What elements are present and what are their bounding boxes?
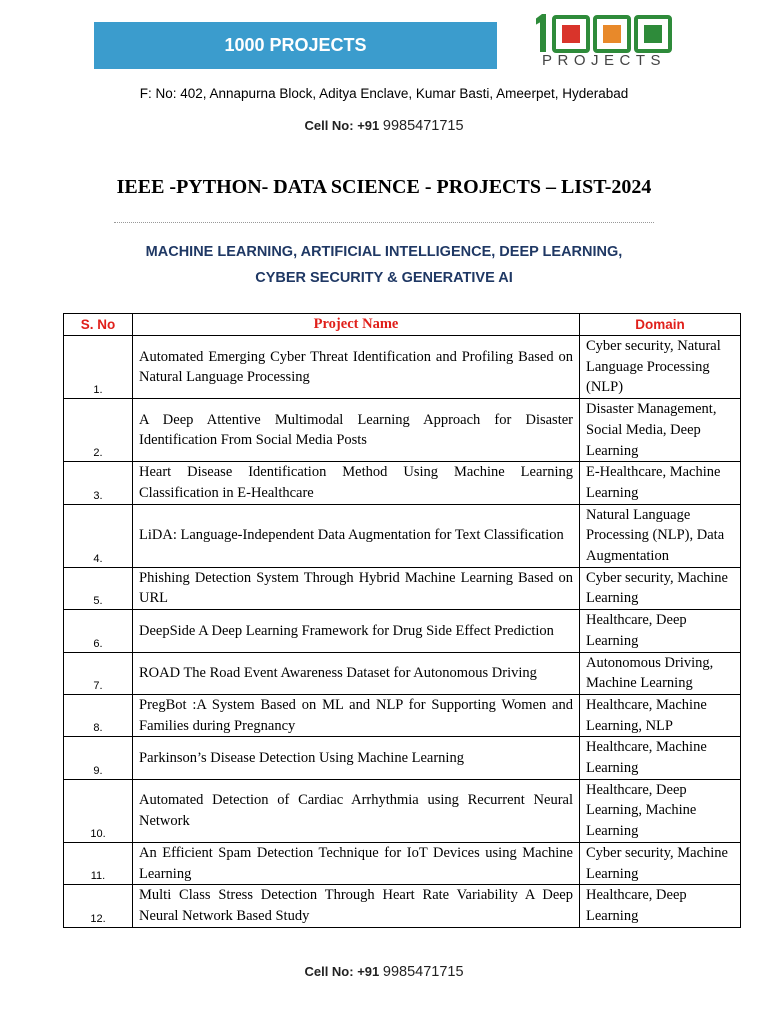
cell-label: Cell No: +91 — [304, 964, 380, 979]
row-project-name: Automated Emerging Cyber Threat Identification and Profiling Based on Natural Language Processing — [133, 336, 580, 399]
row-project-name: LiDA: Language-Independent Data Augmentation for Text Classification — [133, 504, 580, 567]
row-sno: 4. — [64, 504, 133, 567]
logo-mark-icon — [536, 14, 678, 52]
cell-number-top — [0, 118, 768, 134]
row-domain: E-Healthcare, Machine Learning — [580, 462, 741, 504]
table-row — [64, 610, 741, 652]
header-sno: S. No — [64, 314, 133, 336]
row-project-name: Phishing Detection System Through Hybrid Machine Learning Based on URL — [133, 567, 580, 609]
row-sno: 6. — [64, 610, 133, 652]
banner-text: 1000 PROJECTS — [224, 35, 367, 55]
table-row — [64, 694, 741, 736]
table-row — [64, 885, 741, 927]
row-domain: Cyber security, Natural Language Processing (NLP) — [580, 336, 741, 399]
subtitle-line-1: MACHINE LEARNING, ARTIFICIAL INTELLIGENCE, DEEP LEARNING, — [145, 244, 623, 260]
row-sno: 12. — [64, 885, 133, 927]
row-sno: 10. — [64, 779, 133, 842]
brand-logo — [536, 14, 678, 68]
projects-table — [63, 313, 741, 928]
cell-number-bottom — [0, 964, 768, 980]
header-domain: Domain — [580, 314, 741, 336]
row-domain: Natural Language Processing (NLP), Data Augmentation — [580, 504, 741, 567]
row-project-name: PregBot :A System Based on ML and NLP for Supporting Women and Families during Pregnancy — [133, 694, 580, 736]
row-domain: Disaster Management, Social Media, Deep Learning — [580, 399, 741, 462]
table-row — [64, 504, 741, 567]
row-project-name: An Efficient Spam Detection Technique for IoT Devices using Machine Learning — [133, 842, 580, 884]
cell-number: 9985471715 — [382, 964, 464, 980]
row-sno: 9. — [64, 737, 133, 779]
row-domain: Autonomous Driving, Machine Learning — [580, 652, 741, 694]
row-domain: Healthcare, Deep Learning, Machine Learning — [580, 779, 741, 842]
row-domain: Healthcare, Machine Learning — [580, 737, 741, 779]
row-sno: 7. — [64, 652, 133, 694]
row-project-name: A Deep Attentive Multimodal Learning Approach for Disaster Identification From Social Media Posts — [133, 399, 580, 462]
row-project-name: ROAD The Road Event Awareness Dataset for Autonomous Driving — [133, 652, 580, 694]
subtitle-line-2: CYBER SECURITY & GENERATIVE AI — [255, 270, 513, 286]
row-sno: 3. — [64, 462, 133, 504]
row-sno: 1. — [64, 336, 133, 399]
table-row — [64, 842, 741, 884]
table-row — [64, 737, 741, 779]
row-sno: 8. — [64, 694, 133, 736]
row-project-name: Parkinson’s Disease Detection Using Machine Learning — [133, 737, 580, 779]
table-row — [64, 399, 741, 462]
table-row — [64, 462, 741, 504]
row-domain: Healthcare, Deep Learning — [580, 610, 741, 652]
row-sno: 2. — [64, 399, 133, 462]
table-header-row — [64, 314, 741, 336]
table-row — [64, 567, 741, 609]
row-project-name: Heart Disease Identification Method Using Machine Learning Classification in E-Healthcare — [133, 462, 580, 504]
table-row — [64, 336, 741, 399]
row-domain: Cyber security, Machine Learning — [580, 567, 741, 609]
cell-number: 9985471715 — [382, 118, 464, 134]
row-sno: 5. — [64, 567, 133, 609]
table-row — [64, 652, 741, 694]
row-sno: 11. — [64, 842, 133, 884]
row-project-name: DeepSide A Deep Learning Framework for Drug Side Effect Prediction — [133, 610, 580, 652]
header-project-name: Project Name — [133, 314, 580, 336]
address-line: F: No: 402, Annapurna Block, Aditya Enclave, Kumar Basti, Ameerpet, Hyderabad — [139, 86, 629, 101]
row-domain: Cyber security, Machine Learning — [580, 842, 741, 884]
logo-wordmark: PROJECTS — [542, 52, 667, 69]
row-domain: Healthcare, Deep Learning — [580, 885, 741, 927]
cell-label: Cell No: +91 — [304, 118, 380, 133]
row-project-name: Automated Detection of Cardiac Arrhythmia using Recurrent Neural Network — [133, 779, 580, 842]
row-project-name: Multi Class Stress Detection Through Heart Rate Variability A Deep Neural Network Based Study — [133, 885, 580, 927]
row-domain: Healthcare, Machine Learning, NLP — [580, 694, 741, 736]
table-row — [64, 779, 741, 842]
brand-banner — [94, 22, 497, 69]
page-title: IEEE -PYTHON- DATA SCIENCE - PROJECTS – LIST-2024 — [116, 176, 652, 198]
title-divider — [114, 222, 654, 223]
